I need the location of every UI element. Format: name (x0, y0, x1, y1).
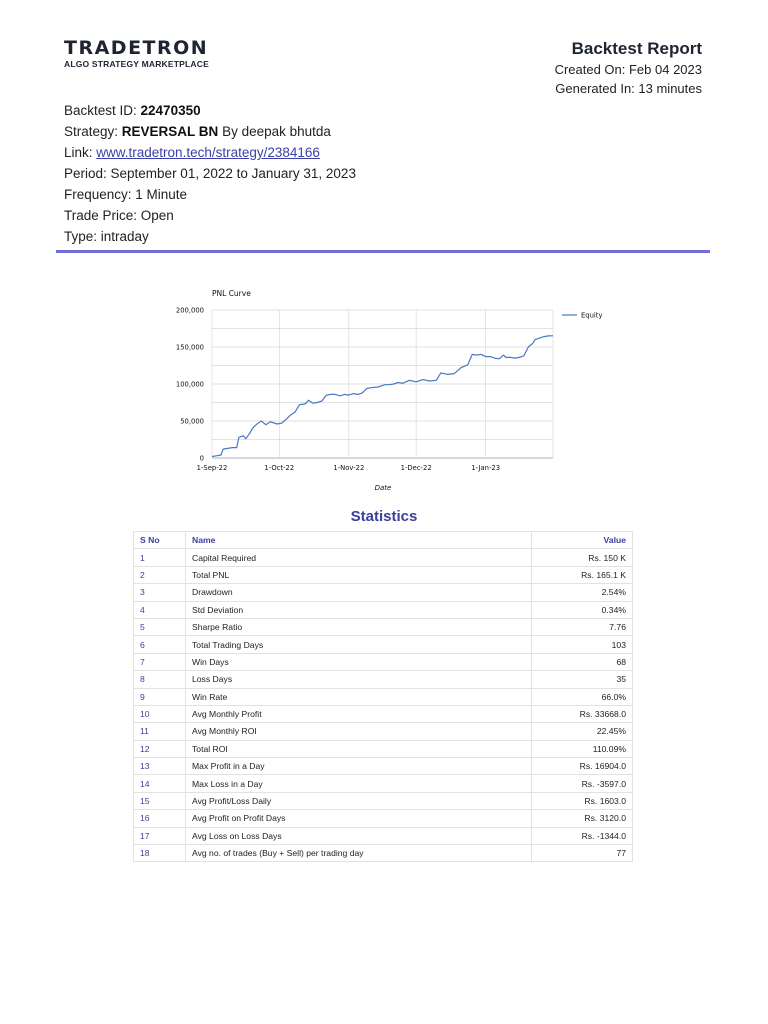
cell-value: Rs. -1344.0 (532, 827, 633, 844)
table-row (134, 671, 633, 688)
cell-sno: 10 (134, 705, 186, 722)
col-header-sno: S No (134, 532, 186, 549)
cell-name: Std Deviation (186, 601, 532, 618)
chart-series (212, 336, 553, 457)
statistics-table (133, 531, 633, 862)
strategy-name: REVERSAL BN (121, 124, 219, 139)
pnl-chart-svg (170, 284, 610, 496)
link-label: Link: (64, 145, 97, 160)
cell-sno: 4 (134, 601, 186, 618)
statistics-header-row (134, 532, 633, 549)
table-row (134, 758, 633, 775)
backtest-meta (64, 100, 356, 247)
table-row (134, 775, 633, 792)
chart-grid (212, 310, 553, 458)
cell-name: Avg Monthly Profit (186, 705, 532, 722)
cell-sno: 7 (134, 653, 186, 670)
cell-name: Total Trading Days (186, 636, 532, 653)
cell-sno: 13 (134, 758, 186, 775)
chart-axes (176, 307, 500, 473)
strategy-label: Strategy: (64, 124, 122, 139)
table-row (134, 653, 633, 670)
table-row (134, 845, 633, 862)
trade-price-line: Trade Price: Open (64, 208, 174, 223)
col-header-value: Value (532, 532, 633, 549)
cell-value: Rs. 150 K (532, 549, 633, 566)
x-tick-label: 1-Dec-22 (400, 464, 432, 472)
col-header-name: Name (186, 532, 532, 549)
cell-sno: 14 (134, 775, 186, 792)
table-row (134, 827, 633, 844)
cell-sno: 1 (134, 549, 186, 566)
table-row (134, 601, 633, 618)
cell-sno: 9 (134, 688, 186, 705)
strategy-author: By deepak bhutda (218, 124, 331, 139)
y-tick-label: 150,000 (175, 343, 204, 352)
cell-name: Win Days (186, 653, 532, 670)
table-row (134, 566, 633, 583)
logo-tagline: ALGO STRATEGY MARKETPLACE (64, 59, 209, 69)
cell-name: Sharpe Ratio (186, 618, 532, 635)
tradetron-logo (64, 38, 209, 69)
cell-name: Total PNL (186, 566, 532, 583)
table-row (134, 740, 633, 757)
table-row (134, 810, 633, 827)
cell-sno: 5 (134, 618, 186, 635)
backtest-id-label: Backtest ID: (64, 103, 141, 118)
chart-x-label: Date (374, 484, 392, 492)
cell-value: 22.45% (532, 723, 633, 740)
chart-legend (562, 312, 603, 320)
cell-name: Max Loss in a Day (186, 775, 532, 792)
statistics-body (134, 549, 633, 862)
cell-value: 110.09% (532, 740, 633, 757)
cell-name: Avg Profit/Loss Daily (186, 792, 532, 809)
cell-value: 66.0% (532, 688, 633, 705)
logo-wordmark: TRADETRON (64, 37, 209, 59)
backtest-id-line (64, 100, 356, 121)
equity-line (212, 336, 553, 457)
cell-sno: 15 (134, 792, 186, 809)
y-tick-label: 50,000 (180, 417, 204, 426)
cell-name: Total ROI (186, 740, 532, 757)
backtest-id-value: 22470350 (140, 103, 201, 118)
cell-name: Capital Required (186, 549, 532, 566)
y-tick-label: 100,000 (175, 380, 204, 389)
table-row (134, 584, 633, 601)
cell-name: Max Profit in a Day (186, 758, 532, 775)
table-row (134, 618, 633, 635)
cell-sno: 18 (134, 845, 186, 862)
x-tick-label: 1-Nov-22 (333, 464, 365, 472)
x-tick-label: 1-Jan-23 (471, 464, 501, 472)
section-divider (56, 250, 710, 253)
cell-sno: 16 (134, 810, 186, 827)
cell-value: Rs. 33668.0 (532, 705, 633, 722)
cell-value: Rs. 3120.0 (532, 810, 633, 827)
type-line: Type: intraday (64, 229, 149, 244)
frequency-line: Frequency: 1 Minute (64, 187, 188, 202)
cell-value: 77 (532, 845, 633, 862)
report-title: Backtest Report (571, 39, 702, 58)
cell-name: Avg Monthly ROI (186, 723, 532, 740)
chart-title: PNL Curve (212, 289, 251, 298)
cell-value: 35 (532, 671, 633, 688)
strategy-link[interactable]: www.tradetron.tech/strategy/2384166 (96, 145, 320, 160)
strategy-line (64, 121, 356, 142)
table-row (134, 705, 633, 722)
table-row (134, 688, 633, 705)
cell-value: Rs. 1603.0 (532, 792, 633, 809)
cell-sno: 8 (134, 671, 186, 688)
statistics-title: Statistics (350, 508, 418, 525)
cell-value: 7.76 (532, 618, 633, 635)
y-tick-label: 200,000 (175, 306, 204, 315)
cell-sno: 17 (134, 827, 186, 844)
cell-value: 0.34% (532, 601, 633, 618)
cell-sno: 6 (134, 636, 186, 653)
cell-sno: 3 (134, 584, 186, 601)
period-line: Period: September 01, 2022 to January 31, 2023 (64, 166, 356, 181)
x-tick-label: 1-Oct-22 (264, 464, 295, 472)
cell-sno: 2 (134, 566, 186, 583)
cell-value: 2.54% (532, 584, 633, 601)
table-row (134, 636, 633, 653)
cell-sno: 12 (134, 740, 186, 757)
table-row (134, 549, 633, 566)
legend-label: Equity (581, 311, 603, 320)
report-generated: Generated In: 13 minutes (555, 81, 702, 96)
cell-name: Loss Days (186, 671, 532, 688)
cell-name: Drawdown (186, 584, 532, 601)
report-created: Created On: Feb 04 2023 (554, 62, 702, 77)
pnl-chart (170, 284, 610, 496)
cell-sno: 11 (134, 723, 186, 740)
y-tick-label: 0 (199, 454, 204, 463)
cell-name: Avg Loss on Loss Days (186, 827, 532, 844)
x-tick-label: 1-Sep-22 (196, 464, 228, 472)
cell-value: Rs. 165.1 K (532, 566, 633, 583)
report-header (555, 38, 702, 98)
cell-name: Avg no. of trades (Buy + Sell) per trading day (186, 845, 532, 862)
cell-value: Rs. -3597.0 (532, 775, 633, 792)
cell-value: Rs. 16904.0 (532, 758, 633, 775)
cell-name: Win Rate (186, 688, 532, 705)
link-line (64, 142, 356, 163)
cell-value: 68 (532, 653, 633, 670)
table-row (134, 792, 633, 809)
cell-value: 103 (532, 636, 633, 653)
table-row (134, 723, 633, 740)
cell-name: Avg Profit on Profit Days (186, 810, 532, 827)
